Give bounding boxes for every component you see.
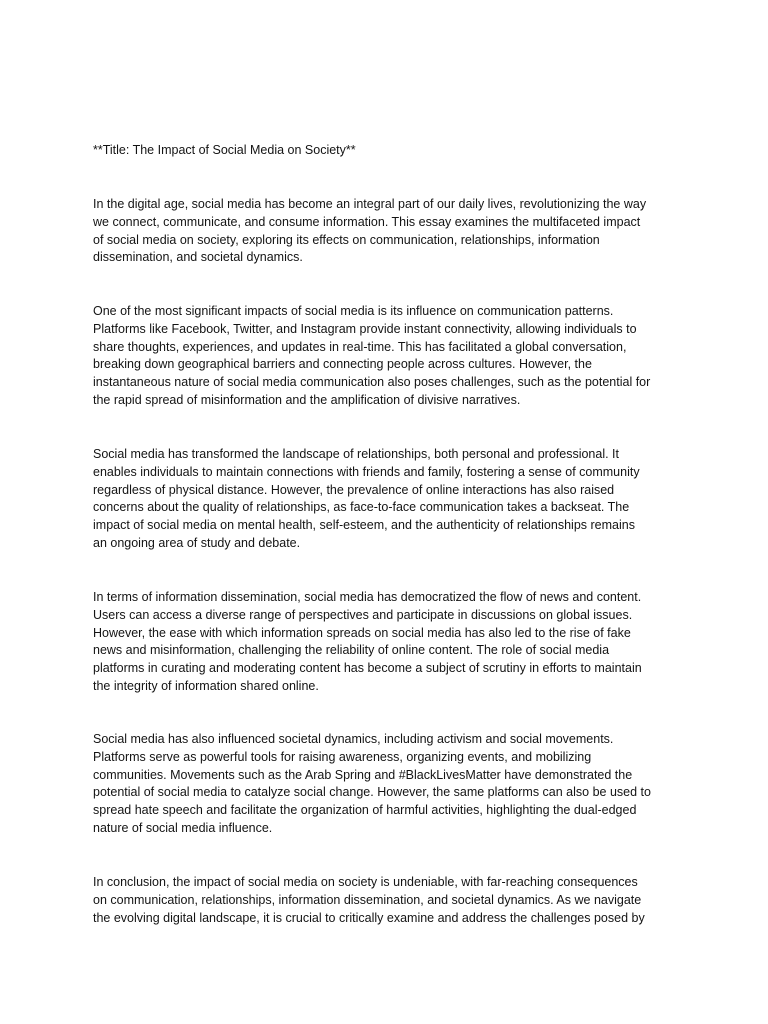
paragraph-line: In conclusion, the impact of social media on society is undeniable, with far-reaching consequences: [93, 875, 638, 889]
paragraph-line: However, the ease with which information spreads on social media has also led to the rise of fake: [93, 625, 631, 640]
paragraph-line: breaking down geographical barriers and connecting people across cultures. However, the: [93, 357, 592, 372]
paragraph-line: nature of social media influence.: [93, 820, 273, 835]
paragraph-line: Social media has also influenced societal dynamics, including activism and social movements.: [93, 732, 614, 746]
paragraph-line: of social media on society, exploring its effects on communication, relationships, information: [93, 232, 600, 247]
paragraph-line: enables individuals to maintain connections with friends and family, fostering a sense of community: [93, 464, 640, 479]
paragraph-line: In the digital age, social media has become an integral part of our daily lives, revolutionizing the way: [93, 197, 647, 211]
paragraph-societal-dynamics: [93, 731, 693, 838]
paragraph-line: Social media has transformed the landscape of relationships, both personal and professional. It: [93, 447, 620, 461]
paragraph-communication: [93, 303, 693, 410]
paragraph-line: Platforms serve as powerful tools for raising awareness, organizing events, and mobilizing: [93, 749, 592, 764]
paragraph-line: the evolving digital landscape, it is crucial to critically examine and address the challenges posed by: [93, 910, 645, 925]
paragraph-line: concerns about the quality of relationships, as face-to-face communication takes a backseat. The: [93, 500, 630, 515]
paragraph-line: the integrity of information shared online.: [93, 678, 319, 693]
paragraph-line: news and misinformation, challenging the reliability of online content. The role of social media: [93, 643, 610, 658]
paragraph-line: potential of social media to catalyze social change. However, the same platforms can also be used to: [93, 785, 651, 800]
paragraph-line: communities. Movements such as the Arab Spring and #BlackLivesMatter have demonstrated the: [93, 767, 633, 782]
paragraph-line: regardless of physical distance. However, the prevalence of online interactions has also raised: [93, 482, 615, 497]
paragraph-line: One of the most significant impacts of social media is its influence on communication patterns.: [93, 304, 614, 318]
paragraph-line: dissemination, and societal dynamics.: [93, 250, 303, 265]
paragraph-line: on communication, relationships, information dissemination, and societal dynamics. As we navigate: [93, 892, 642, 907]
document-title: **Title: The Impact of Social Media on Society**: [93, 143, 356, 157]
paragraph-information: [93, 589, 693, 696]
paragraph-conclusion: [93, 874, 693, 927]
paragraph-relationships: [93, 446, 693, 553]
paragraph-line: platforms in curating and moderating content has become a subject of scrutiny in efforts to maintain: [93, 661, 642, 676]
paragraph-line: we connect, communicate, and consume information. This essay examines the multifaceted impact: [93, 214, 641, 229]
paragraph-line: Platforms like Facebook, Twitter, and Instagram provide instant connectivity, allowing individuals to: [93, 321, 637, 336]
paragraph-line: Users can access a diverse range of perspectives and participate in discussions on global issues.: [93, 607, 633, 622]
paragraph-line: the rapid spread of misinformation and the amplification of divisive narratives.: [93, 392, 521, 407]
paragraph-line: In terms of information dissemination, social media has democratized the flow of news and content.: [93, 590, 642, 604]
paragraph-introduction: [93, 196, 693, 267]
paragraph-line: instantaneous nature of social media communication also poses challenges, such as the potential for: [93, 375, 651, 390]
paragraph-line: impact of social media on mental health, self-esteem, and the authenticity of relationships remains: [93, 518, 635, 533]
paragraph-line: share thoughts, experiences, and updates in real-time. This has facilitated a global conversation,: [93, 339, 627, 354]
paragraph-line: an ongoing area of study and debate.: [93, 535, 301, 550]
paragraph-line: spread hate speech and facilitate the organization of harmful activities, highlighting the dual-edged: [93, 803, 637, 818]
